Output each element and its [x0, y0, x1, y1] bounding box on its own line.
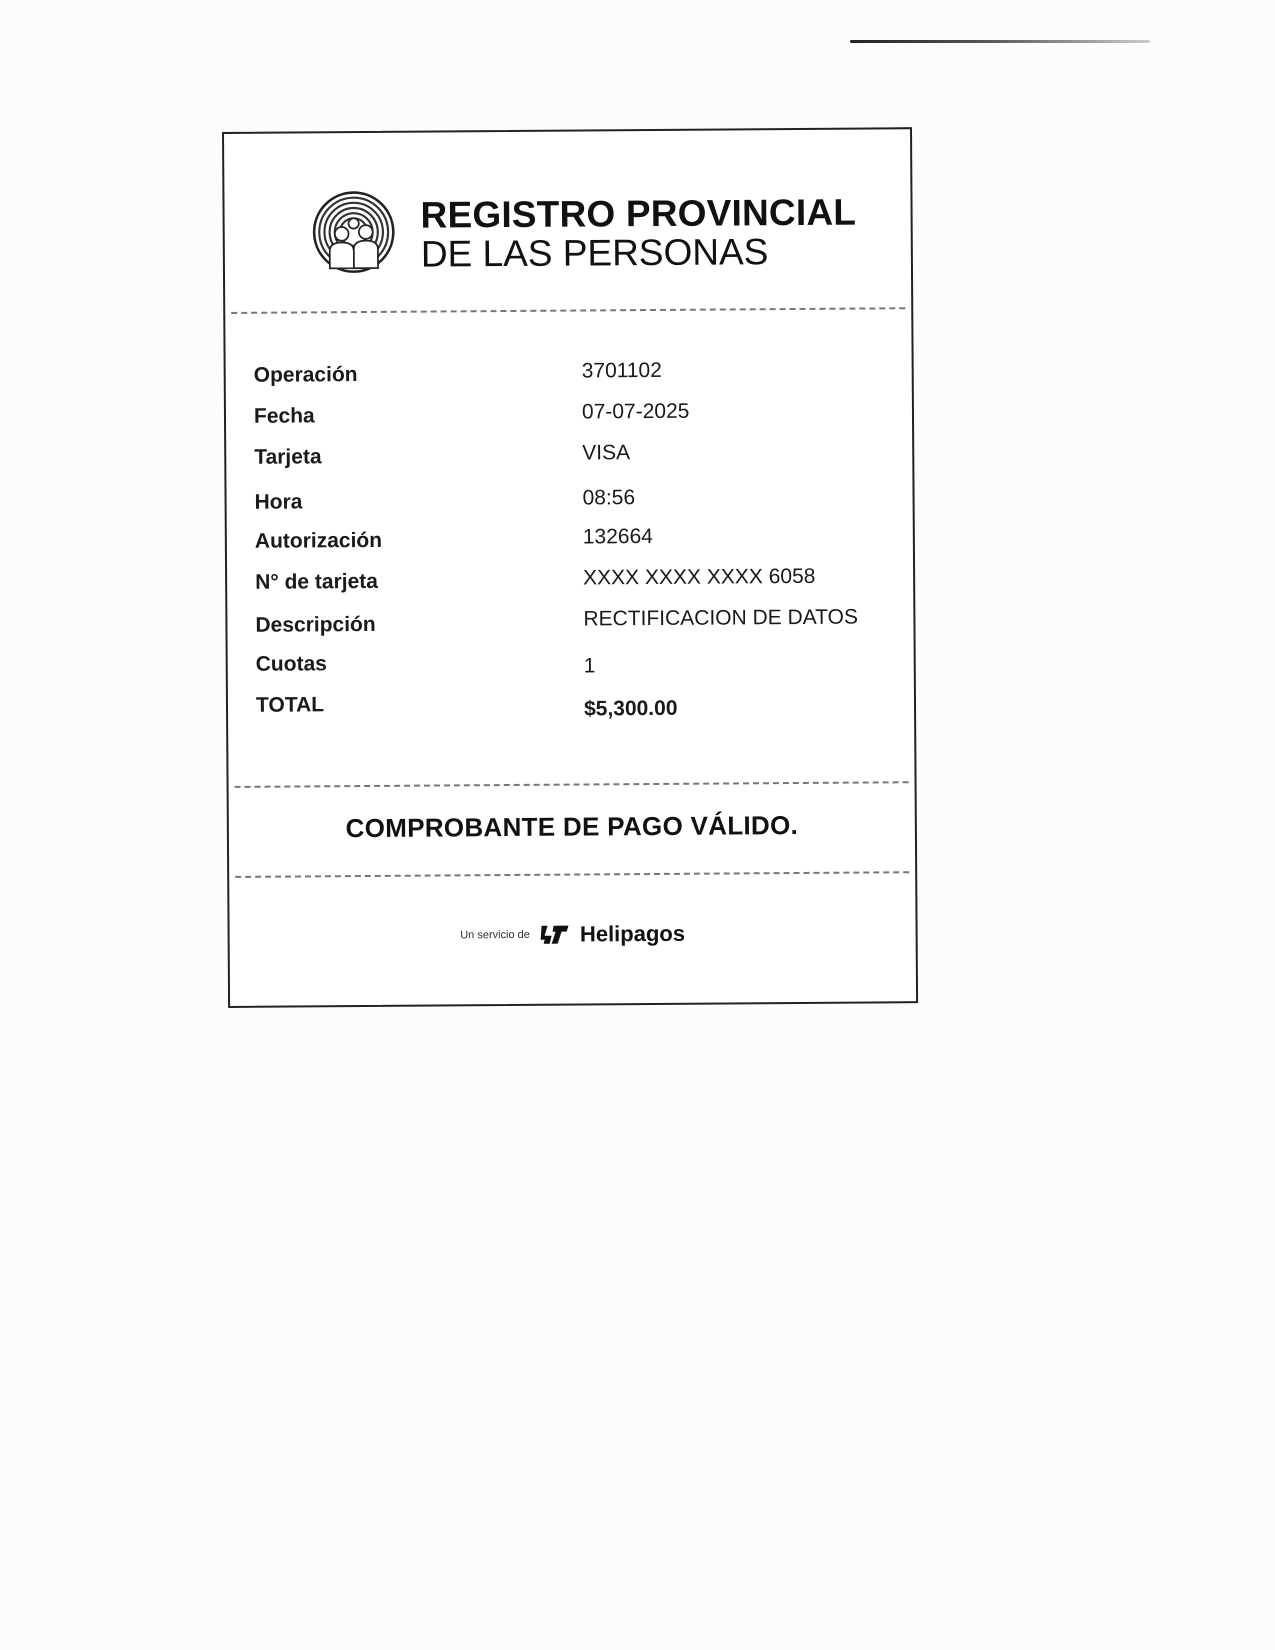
field-label: Descripción — [255, 612, 376, 637]
field-row-cuotas — [256, 648, 886, 693]
receipt-fields — [254, 359, 887, 734]
field-row-autorizacion — [255, 525, 885, 570]
field-label: TOTAL — [255, 693, 325, 717]
organization-title-line1: REGISTRO PROVINCIAL — [420, 191, 857, 236]
field-value: 07-07-2025 — [581, 399, 690, 424]
valid-payment-notice: COMPROBANTE DE PAGO VÁLIDO. — [345, 809, 799, 844]
field-value: 3701102 — [581, 358, 662, 383]
field-row-hora — [254, 482, 884, 529]
payment-receipt — [222, 127, 918, 1008]
field-value: VISA — [582, 441, 631, 465]
total-amount: $5,300.00 — [583, 696, 678, 721]
organization-title-line2: DE LAS PERSONAS — [420, 231, 769, 275]
field-label: Autorización — [254, 528, 383, 553]
field-row-numero-tarjeta — [255, 566, 885, 611]
field-row-fecha — [254, 400, 884, 445]
field-value: 08:56 — [582, 486, 636, 510]
field-value: RECTIFICACION DE DATOS — [583, 605, 859, 631]
field-label: Hora — [254, 490, 303, 514]
dashed-divider — [235, 871, 909, 878]
field-row-total — [256, 689, 886, 734]
field-value: 132664 — [582, 525, 653, 549]
helipagos-logo-icon — [538, 924, 572, 946]
field-label: Tarjeta — [254, 445, 322, 469]
field-label: Fecha — [253, 404, 315, 428]
brand-name: Helipagos — [579, 920, 686, 947]
receipt-header — [224, 129, 911, 314]
field-label: N° de tarjeta — [255, 569, 379, 594]
service-prefix: Un servicio de — [460, 928, 530, 942]
field-row-operacion — [254, 359, 884, 404]
registry-fingerprint-logo-icon — [310, 189, 397, 276]
dashed-divider — [235, 781, 909, 788]
field-row-tarjeta — [254, 441, 884, 486]
field-row-descripcion — [255, 607, 885, 652]
field-label: Operación — [253, 363, 358, 387]
organization-title — [420, 191, 857, 275]
receipt-footer — [230, 919, 916, 950]
field-label: Cuotas — [255, 652, 327, 676]
field-value: 1 — [583, 654, 596, 678]
scan-artifact-line — [850, 40, 1150, 43]
field-value: XXXX XXXX XXXX 6058 — [583, 564, 816, 590]
